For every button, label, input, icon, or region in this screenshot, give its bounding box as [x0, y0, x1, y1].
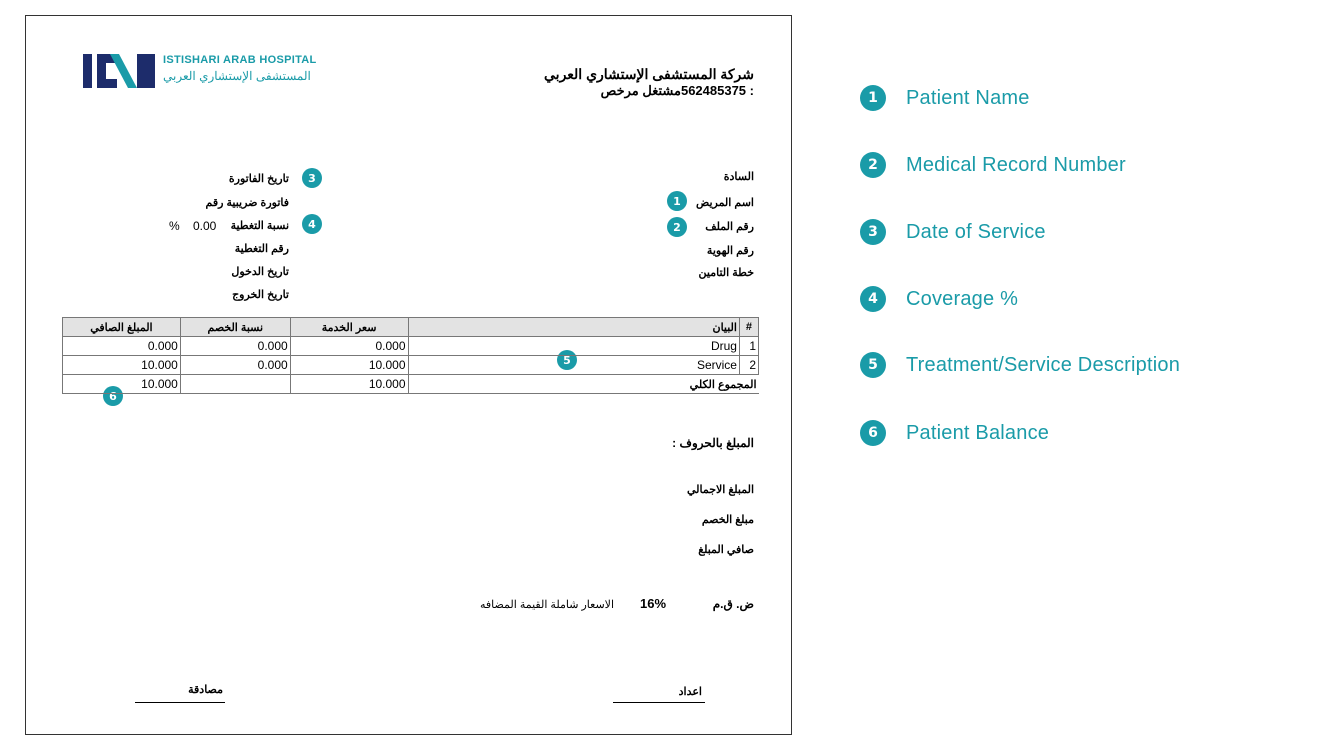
id-number-label: رقم الهوية — [706, 245, 754, 257]
invoice-date-label: تاريخ الفاتورة — [228, 173, 289, 185]
discharge-date-label: تاريخ الخروج — [232, 289, 289, 301]
total-label: المجموع الكلي — [408, 375, 758, 394]
coverage-value: 0.00 — [193, 219, 217, 233]
prepared-by-label: اعداد — [678, 686, 702, 698]
services-table — [62, 317, 759, 394]
net-amount-cell: 0.000 — [63, 337, 181, 356]
header-description: البيان — [408, 318, 739, 337]
approval-label: مصادقة — [188, 684, 223, 696]
licence-number: : 562485375مشتغل مرخص — [600, 83, 754, 98]
price-cell: 10.000 — [290, 356, 408, 375]
legend-text: Coverage % — [906, 287, 1019, 310]
coverage-unit: % — [169, 219, 180, 233]
table-total-row — [63, 375, 759, 394]
company-name: شركة المستشفى الإستشاري العربي — [544, 66, 754, 82]
net-amount-cell: 10.000 — [63, 356, 181, 375]
prepared-by-signature-line — [613, 702, 705, 703]
table-header-row — [63, 318, 759, 337]
total-net-amount: 10.000 — [63, 375, 181, 394]
callout-badge: 4 — [302, 214, 322, 234]
hospital-logo-icon — [83, 54, 157, 88]
legend-item-treatment-description — [860, 351, 1180, 379]
legend-text: Patient Name — [906, 86, 1030, 109]
approval-signature-line — [135, 702, 225, 703]
header-service-price: سعر الخدمة — [290, 318, 408, 337]
num-cell: 1 — [739, 337, 758, 356]
vat-note: الاسعار شاملة القيمة المضافه — [479, 599, 614, 611]
coverage-percent-label: نسبة التغطية — [230, 220, 289, 232]
description-cell: Service — [408, 356, 739, 375]
legend-badge: 4 — [860, 286, 886, 312]
legend-text: Date of Service — [906, 220, 1046, 243]
total-discount-cell — [180, 375, 290, 394]
header-net-amount: المبلغ الصافي — [63, 318, 181, 337]
callout-badge: 3 — [302, 168, 322, 188]
legend-item-coverage — [860, 285, 1018, 313]
file-number-label: رقم الملف — [705, 221, 754, 233]
callout-badge: 5 — [557, 350, 577, 370]
header-discount-percent: نسبة الخصم — [180, 318, 290, 337]
legend-text: Medical Record Number — [906, 153, 1126, 176]
insurance-plan-label: خطة التامين — [698, 267, 754, 279]
coverage-number-label: رقم التغطية — [234, 243, 289, 255]
total-service-price: 10.000 — [290, 375, 408, 394]
callout-badge: 2 — [667, 217, 687, 237]
num-cell: 2 — [739, 356, 758, 375]
discount-amount-label: مبلغ الخصم — [701, 514, 754, 526]
callout-badge: 6 — [103, 386, 123, 406]
callout-badge: 1 — [667, 191, 687, 211]
admission-date-label: تاريخ الدخول — [231, 266, 289, 278]
legend-text: Patient Balance — [906, 421, 1050, 444]
logo-english-text: ISTISHARI ARAB HOSPITAL — [163, 54, 317, 66]
legend-text: Treatment/Service Description — [906, 353, 1181, 376]
logo-arabic-text: المستشفى الإستشاري العربي — [163, 69, 311, 83]
vat-label: ض. ق.م — [712, 597, 754, 611]
legend-badge: 6 — [860, 420, 886, 446]
vat-rate: 16% — [640, 596, 667, 611]
legend-item-patient-balance — [860, 419, 1049, 447]
invoice-document — [25, 15, 792, 735]
legend-badge: 2 — [860, 152, 886, 178]
to-label: السادة — [723, 171, 754, 183]
header-num: # — [739, 318, 758, 337]
description-cell: Drug — [408, 337, 739, 356]
tax-invoice-number-label: فاتورة ضريبية رقم — [205, 197, 289, 209]
patient-name-label: اسم المريض — [695, 197, 754, 209]
table-row — [63, 337, 759, 356]
price-cell: 0.000 — [290, 337, 408, 356]
discount-cell: 0.000 — [180, 337, 290, 356]
table-row — [63, 356, 759, 375]
legend-item-date-of-service — [860, 218, 1046, 246]
legend-badge: 1 — [860, 85, 886, 111]
discount-cell: 0.000 — [180, 356, 290, 375]
legend-badge: 3 — [860, 219, 886, 245]
legend-item-medical-record-number — [860, 151, 1126, 179]
legend-badge: 5 — [860, 352, 886, 378]
legend-item-patient-name — [860, 84, 1030, 112]
amount-in-words-label: المبلغ بالحروف : — [672, 436, 754, 450]
net-amount-label: صافي المبلغ — [698, 544, 754, 556]
gross-amount-label: المبلغ الاجمالي — [687, 484, 754, 496]
